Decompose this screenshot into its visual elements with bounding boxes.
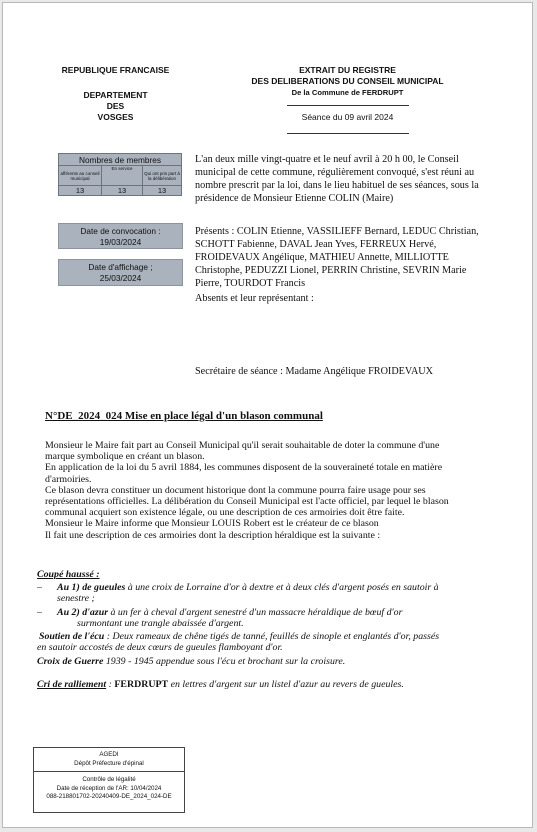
cri-colon: : xyxy=(106,678,115,690)
body-line: d'armoiries. xyxy=(45,473,92,485)
absents-line: Absents et leur représentant : xyxy=(195,293,314,304)
convocation-box xyxy=(58,223,183,249)
affichage-date: 25/03/2024 xyxy=(99,273,142,283)
item1-text: à une croix de Lorraine d'or à dextre et à deux clés d'argent posés en sautoir à xyxy=(127,582,439,594)
item2-line2: surmontant une trangle abaissée d'argent. xyxy=(77,617,244,629)
header-right xyxy=(235,65,460,123)
cri-text: en lettres d'argent sur un listel d'azur au revers de gueules. xyxy=(168,678,404,690)
register-subtitle: DES DELIBERATIONS DU CONSEIL MUNICIPAL xyxy=(251,76,444,86)
receipt-date: Date de réception de l'AR: 10/04/2024 xyxy=(56,784,162,792)
presents-line: Christophe, PEDUZZI Lionel, PERRIN Christine, SEVRIN Marie xyxy=(195,265,467,276)
intro-line: nombre prescrit par la loi, dans le lieu habituel de ses séances, sous la xyxy=(195,180,479,191)
department-line-1: DEPARTEMENT xyxy=(83,90,148,100)
item1-line2: senestre ; xyxy=(57,593,95,605)
convocation-label: Date de convocation : xyxy=(80,226,161,236)
intro-line: municipal de cette commune, régulièrement convoqué, s'est réuni au xyxy=(195,167,475,178)
dash-bullet: – xyxy=(37,606,42,618)
body-line: représentations officielles. La délibération du Conseil Municipal est l'acte officiel, par lequel le blason xyxy=(45,496,449,508)
body-line: En application de la loi du 5 avril 1884, les communes disposent de la souveraineté totale en matière xyxy=(45,462,443,474)
header-left xyxy=(43,65,188,123)
body-line: Ce blason devra constituer un document historique dont la commune pourra faire usage pour ses xyxy=(45,484,426,496)
convocation-date: 19/03/2024 xyxy=(99,237,142,247)
members-col3-value: 13 xyxy=(143,186,182,196)
croix-text: 1939 - 1945 appendue sous l'écu et brochant sur la croisure. xyxy=(103,656,346,668)
deliberation-title: N°DE_2024_024 Mise en place légal d'un blason communal xyxy=(45,410,323,422)
intro-line: L'an deux mille vingt-quatre et le neuf avril à 20 h 00, le Conseil xyxy=(195,154,459,165)
header-divider xyxy=(287,105,409,106)
members-box xyxy=(58,153,182,196)
soutien-line2: en sautoir accostés de deux cœurs de gueules flamboyant d'or. xyxy=(37,642,283,654)
body-line: communal acquiert son existence légale, ou une description de ces armoiries doit être faite. xyxy=(45,507,405,519)
affichage-label: Date d'affichage ; xyxy=(88,262,153,272)
cri-bold: Cri de ralliement xyxy=(37,678,107,690)
secretary-line: Secrétaire de séance : Madame Angélique FROIDEVAUX xyxy=(195,366,434,377)
members-col2-value: 13 xyxy=(102,186,143,196)
presents-paragraph xyxy=(195,225,533,305)
body-line: marque symbolique en créant un blason. xyxy=(45,451,205,463)
document-page xyxy=(2,2,533,828)
presents-line: SCHOTT Fabienne, DAVAL Jean Yves, FERREUX Hervé, xyxy=(195,239,437,250)
soutien-line xyxy=(37,631,507,642)
deliberation-body xyxy=(45,440,515,541)
members-col1-label: afférents au conseil municipal xyxy=(59,166,102,186)
body-line: Monsieur le Maire fait part au Conseil Municipal qu'il serait souhaitable de doter la commune d'une xyxy=(45,440,440,451)
receipt-stamp xyxy=(33,747,185,813)
soutien-bold: Soutien de l'écu xyxy=(39,631,105,643)
presents-line: FROIDEVAUX Angélique, MATHIEU Annette, MILLIOTTE xyxy=(195,252,449,263)
heraldry-item-1 xyxy=(37,582,507,604)
members-col1-value: 13 xyxy=(59,186,102,196)
dash-bullet: – xyxy=(37,582,42,594)
department-line-2: DES xyxy=(106,101,125,111)
republic-label: REPUBLIQUE FRANCAISE xyxy=(61,65,170,75)
members-col2-label: En service xyxy=(102,166,143,186)
presents-line: Pierre, TOURDOT Francis xyxy=(195,278,306,289)
soutien-text: : Deux rameaux de chêne tigés de tanné, feuillés de sinople et englantés d'or, passés xyxy=(104,631,440,643)
coupe-label: Coupé haussé : xyxy=(37,569,100,580)
body-line: Il fait une description de ces armoiries dont la description héraldique est la suivante : xyxy=(45,529,381,541)
heraldry-item-2 xyxy=(37,607,507,629)
members-title: Nombres de membres xyxy=(59,154,182,166)
presents-line: Présents : COLIN Etienne, VASSILIEFF Bernard, LEDUC Christian, xyxy=(195,226,479,237)
body-line: Monsieur le Maire informe que Monsieur LOUIS Robert est le créateur de ce blason xyxy=(45,518,379,530)
members-col3-label: Qui ont pris part à la délibération xyxy=(143,166,182,186)
receipt-control: Contrôle de légalité xyxy=(34,771,184,785)
receipt-prefecture: Dépôt Préfecture d'épinal xyxy=(74,759,144,767)
receipt-reference: 088-218801702-20240409-DE_2024_024-DE xyxy=(46,793,172,800)
croix-bold: Croix de Guerre xyxy=(37,656,104,668)
commune-name: De la Commune de FERDRUPT xyxy=(291,88,404,97)
item1-bold: Au 1) de gueules xyxy=(57,582,126,594)
intro-line: présidence de Monsieur Etienne COLIN (Maire) xyxy=(195,193,394,204)
receipt-agedi: AGEDI xyxy=(99,751,119,758)
cri-line xyxy=(37,679,507,690)
register-title: EXTRAIT DU REGISTRE xyxy=(299,65,396,75)
item2-text: à un fer à cheval d'argent senestré d'un massacre héraldique de bœuf d'or xyxy=(110,606,403,618)
session-date: Séance du 09 avril 2024 xyxy=(301,112,394,122)
cri-name: FERDRUPT xyxy=(114,678,169,690)
item2-bold: Au 2) d'azur xyxy=(57,606,109,618)
department-line-3: VOSGES xyxy=(97,112,134,122)
affichage-box xyxy=(58,259,183,286)
session-underline xyxy=(287,133,409,134)
heraldry-section xyxy=(37,569,507,690)
croix-line xyxy=(37,656,507,667)
intro-paragraph xyxy=(195,153,533,205)
